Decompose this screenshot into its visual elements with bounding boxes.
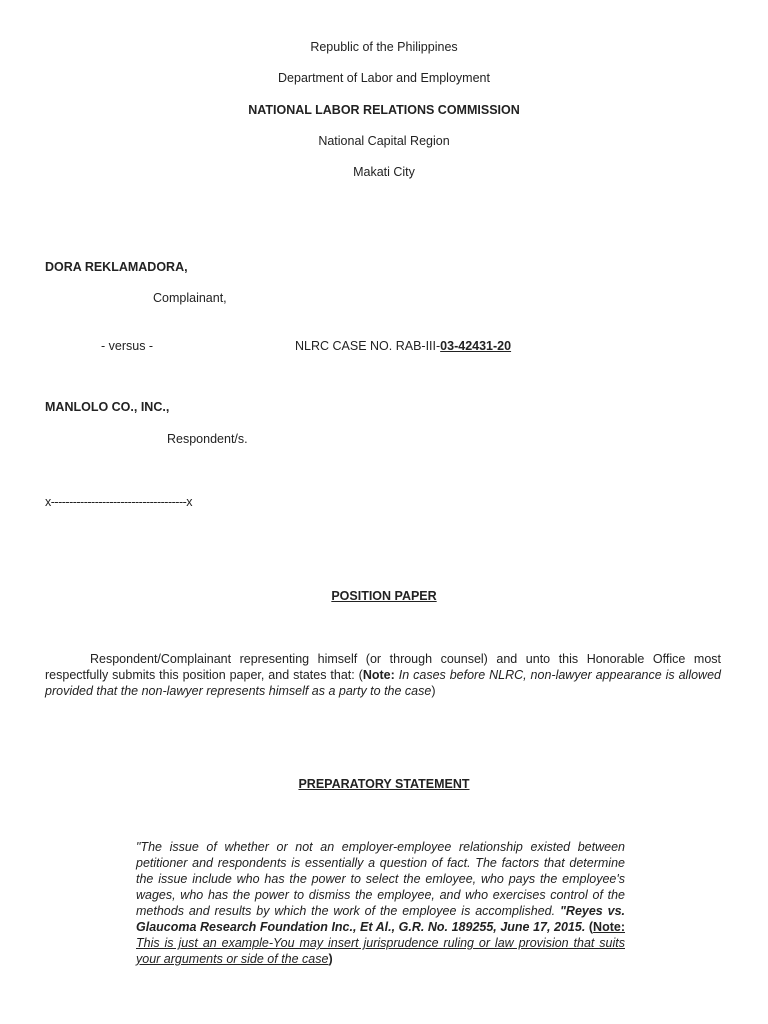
complainant-name: DORA REKLAMADORA,	[45, 260, 188, 274]
header-republic: Republic of the Philippines	[310, 40, 458, 54]
citation: "Reyes vs. Glaucoma Research Foundation Inc., Et Al., G.R. No. 189255, June 17, 2015.	[136, 904, 625, 934]
quote-block	[136, 839, 625, 967]
versus-label: - versus -	[101, 339, 154, 353]
case-number-line	[295, 339, 511, 353]
respondent-label: Respondent/s.	[167, 432, 248, 446]
preparatory-title: PREPARATORY STATEMENT	[298, 777, 470, 791]
intro-note-text: In cases before NLRC, non-lawyer appearance is allowed provided that the non-lawyer represents himself as a party to the case	[45, 668, 721, 698]
header-department: Department of Labor and Employment	[278, 71, 490, 85]
header-commission: NATIONAL LABOR RELATIONS COMMISSION	[248, 103, 520, 117]
position-paper-title: POSITION PAPER	[331, 589, 437, 603]
quote-note-text: This is just an example-You may insert jurisprudence ruling or law provision that suits your arguments or side of the case	[136, 936, 625, 966]
complainant-label: Complainant,	[153, 291, 227, 305]
quote-note-label: Note:	[593, 920, 625, 934]
case-number: 03-42431-20	[440, 339, 512, 353]
intro-close: )	[431, 684, 436, 698]
case-prefix: NLRC CASE NO. RAB-III-	[295, 339, 441, 353]
header-region: National Capital Region	[318, 134, 450, 148]
quote-text: "The issue of whether or not an employer-employee relationship existed between petitioner and respondents is essentially a question of fact. The factors that determine the issue include who has the power to select the emloyee, who pays the employee's wages, who has the power to dismiss the employee, and who exercises control of the methods and results by which the work of the employee is accomplished	[136, 840, 625, 918]
header-city: Makati City	[353, 165, 415, 179]
respondent-name: MANLOLO CO., INC.,	[45, 400, 170, 414]
caption-separator: x-------------------------------------x	[45, 495, 193, 509]
intro-note-label: Note:	[362, 668, 395, 682]
intro-text: Respondent/Complainant representing himself (or through counsel) and unto this Honorable Office most respectfully submits this position paper, and states that: (	[45, 652, 721, 682]
quote-close-paren: )	[328, 952, 333, 966]
intro-paragraph	[45, 651, 721, 699]
quote-open-paren: (	[585, 920, 594, 934]
quote-period: .	[551, 904, 560, 918]
